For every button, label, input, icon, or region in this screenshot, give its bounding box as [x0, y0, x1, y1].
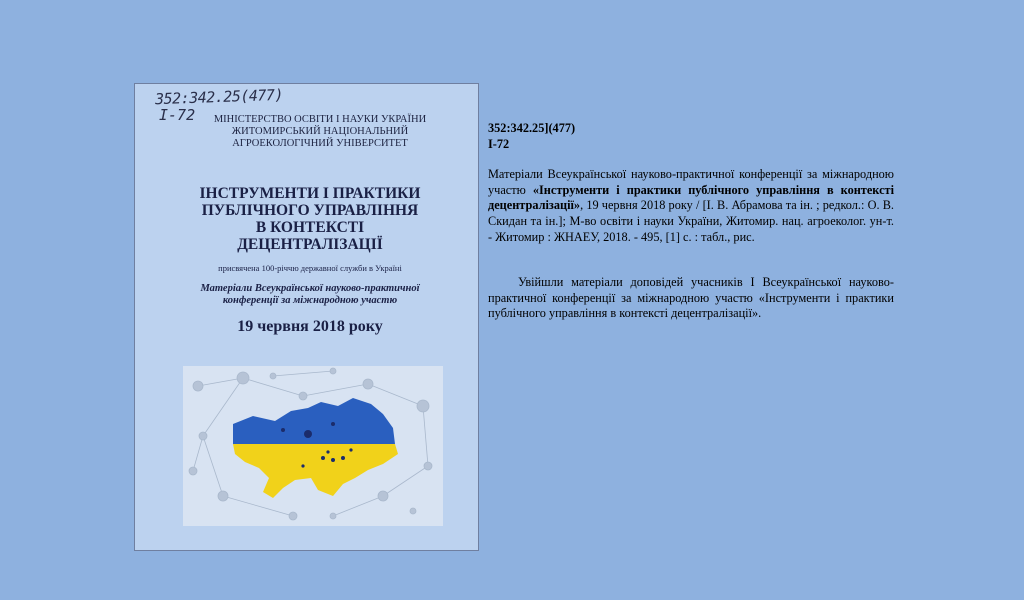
description-rest: , 19 червня 2018 року / [І. В. Абрамова та ін. ; редкол.: О. В. Скидан та ін.]; М-во освіти і науки України, Житомир. нац. агроеколог. ун-т. - Житомир : ЖНАЕУ, 2018. - 495, [1] с. : табл., рис.	[488, 198, 894, 244]
title-line: ІНСТРУМЕНТИ І ПРАКТИКИ	[199, 185, 421, 202]
cover-conference	[175, 283, 445, 307]
handwritten-index: І-72	[159, 106, 196, 124]
catalog-index: І-72	[488, 136, 510, 151]
description-start: Матеріали Всеукраїнської науково-практичної конференції за міжнародною участю	[488, 167, 894, 197]
ukraine-map-illustration	[183, 366, 443, 526]
udc-code: 352:342.25](477)	[488, 121, 576, 135]
cover-ministry	[195, 114, 445, 150]
summary-paragraph: Увійшли матеріали доповідей учасників І Всеукраїнської науково-практичної конференції за міжнародною участю «Інструменти і практики публічного управління в контексті децентралізації».	[488, 275, 894, 321]
bibliographic-description	[488, 167, 894, 245]
cover-date: 19 червня 2018 року	[237, 318, 383, 335]
conference-line: Матеріали Всеукраїнської науково-практичної	[200, 283, 420, 294]
handwritten-code: 352:342.25(477)	[154, 85, 284, 109]
cover-title	[165, 185, 455, 253]
ministry-line: ЖИТОМИРСЬКИЙ НАЦІОНАЛЬНИЙ	[231, 126, 409, 137]
title-line: В КОНТЕКСТІ	[255, 219, 365, 236]
title-line: ДЕЦЕНТРАЛІЗАЦІЇ	[237, 236, 383, 253]
conference-line: конференції за міжнародною участю	[222, 295, 398, 306]
bibliographic-record	[488, 121, 894, 322]
ministry-line: МІНІСТЕРСТВО ОСВІТИ І НАУКИ УКРАЇНИ	[213, 114, 427, 125]
title-line: ПУБЛІЧНОГО УПРАВЛІННЯ	[201, 202, 419, 219]
book-cover-image	[134, 83, 479, 551]
description-title: «Інструменти і практики публічного управління в контексті децентралізації»	[488, 182, 894, 213]
ministry-line: АГРОЕКОЛОГІЧНИЙ УНІВЕРСИТЕТ	[232, 138, 408, 149]
cover-dedication: присвячена 100-річчю державної служби в Україні	[218, 263, 402, 273]
